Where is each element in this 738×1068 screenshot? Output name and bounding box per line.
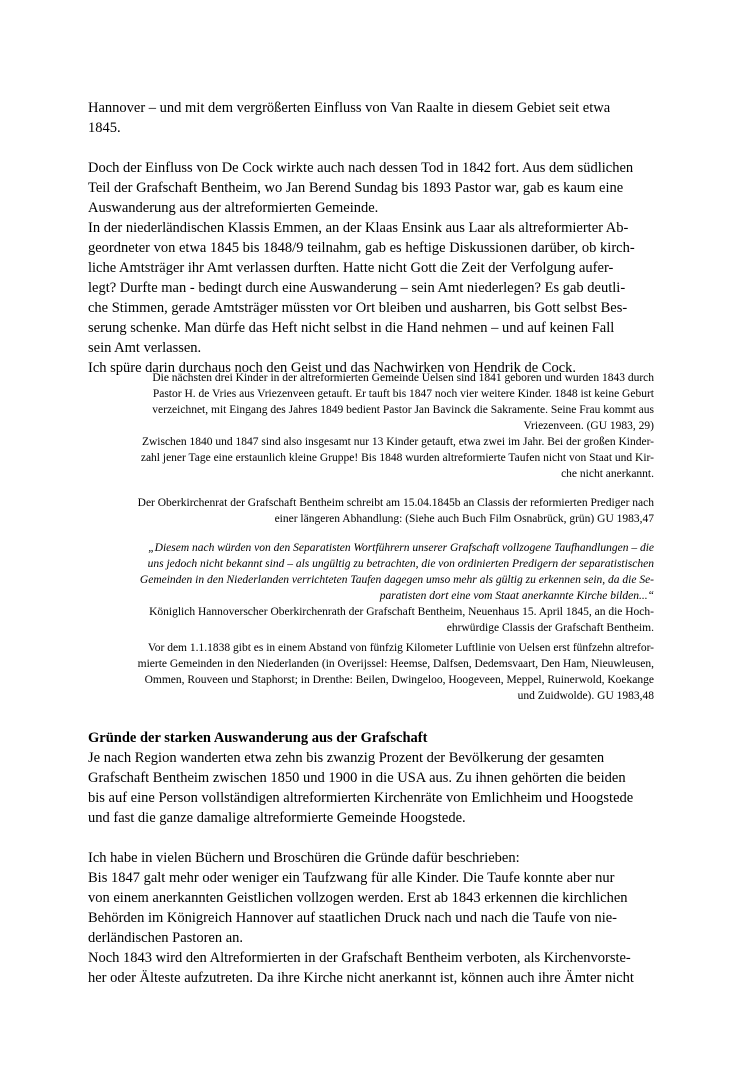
text-line: serung schenke. Man dürfe das Heft nicht selbst in die Hand nehmen – und auf keinen Fall bbox=[88, 320, 615, 336]
text-line: Auswanderung aus der altreformierten Gemeinde. bbox=[88, 200, 379, 216]
text-line: sein Amt verlassen. bbox=[88, 340, 202, 356]
text-line: geordneter von etwa 1845 bis 1848/9 teilnahm, gab es heftige Diskussionen darüber, ob kirch- bbox=[88, 240, 635, 256]
note-block bbox=[96, 640, 654, 704]
text-line: derländischen Pastoren an. bbox=[88, 930, 244, 946]
text-line: legt? Durfte man - bedingt durch eine Auswanderung – sein Amt niederlegen? Es gab deutli- bbox=[88, 280, 626, 296]
intro-block bbox=[88, 98, 655, 378]
section-block bbox=[88, 728, 655, 988]
text-line: Noch 1843 wird den Altreformierten in der Grafschaft Bentheim verboten, als Kirchenvorste- bbox=[88, 950, 631, 966]
text-line: bis auf eine Person vollständigen altreformierten Kirchenräte von Emlichheim und Hoogstede bbox=[88, 790, 634, 806]
text-line: Hannover – und mit dem vergrößerten Einfluss von Van Raalte in diesem Gebiet seit etwa bbox=[88, 100, 611, 116]
note-line: Ommen, Rouveen und Staphorst; in Drenthe: Beilen, Dwingeloo, Hoogeveen, Meppel, Ruinerwold, Koekange bbox=[144, 674, 654, 686]
note-line: verzeichnet, mit Eingang des Jahres 1849 bedient Pastor Jan Bavinck die Sakramente. Seine Frau kommt aus bbox=[152, 404, 654, 416]
note-line: zahl jener Tage eine erstaunlich kleine Gruppe! Bis 1848 wurden altreformierte Taufen nicht von Staat und Kir- bbox=[140, 452, 654, 464]
text-line: Je nach Region wanderten etwa zehn bis zwanzig Prozent der Bevölkerung der gesamten bbox=[88, 750, 605, 766]
text-line: Doch der Einfluss von De Cock wirkte auch nach dessen Tod in 1842 fort. Aus dem südlichen bbox=[88, 160, 634, 176]
quote-attribution: ehrwürdige Classis der Grafschaft Bentheim. bbox=[446, 622, 654, 634]
note-line: Der Oberkirchenrat der Grafschaft Bentheim schreibt am 15.04.1845b an Classis der reformierten Prediger nach bbox=[137, 497, 654, 509]
note-line: und Zuidwolde). GU 1983,48 bbox=[517, 690, 654, 702]
text-line: che Stimmen, gerade Amtsträger müssten vor Ort bleiben und ausharren, bis Gott selbst Bes- bbox=[88, 300, 628, 316]
note-line: einer längeren Abhandlung: (Siehe auch Buch Film Osnabrück, grün) GU 1983,47 bbox=[274, 513, 654, 525]
note-line: Vriezenveen. (GU 1983, 29) bbox=[523, 420, 654, 432]
quote-line: Gemeinden in den Niederlanden verrichteten Taufen dagegen umso mehr als gültig zu erkennen sein, da die Se- bbox=[139, 574, 654, 586]
quote-line: „Diesem nach würden von den Separatisten Wortführern unserer Grafschaft vollzogene Taufhandlungen – die bbox=[148, 542, 654, 554]
note-line: Pastor H. de Vries aus Vriezenveen getauft. Er tauft bis 1847 noch vier weitere Kinder. 1848 ist keine Geburt bbox=[152, 388, 654, 400]
text-line: Behörden im Königreich Hannover auf staatlichen Druck nach und nach die Taufe von nie- bbox=[88, 910, 617, 926]
text-line: und fast die ganze damalige altreformierte Gemeinde Hoogstede. bbox=[88, 810, 466, 826]
quote-line: paratisten dort eine vom Staat anerkannte Kirche bilden...“ bbox=[379, 590, 654, 602]
text-line: In der niederländischen Klassis Emmen, an der Klaas Ensink aus Laar als altreformierter Ab- bbox=[88, 220, 629, 236]
note-line: Vor dem 1.1.1838 gibt es in einem Abstand von fünfzig Kilometer Luftlinie von Uelsen erst fünfzehn altrefor- bbox=[147, 642, 654, 654]
text-line: Bis 1847 galt mehr oder weniger ein Taufzwang für alle Kinder. Die Taufe konnte aber nur bbox=[88, 870, 615, 886]
text-line: Ich habe in vielen Büchern und Broschüren die Gründe dafür beschrieben: bbox=[88, 850, 520, 866]
section-heading: Gründe der starken Auswanderung aus der Grafschaft bbox=[88, 730, 428, 746]
text-line: Ich spüre darin durchaus noch den Geist und das Nachwirken von Hendrik de Cock. bbox=[88, 360, 577, 376]
text-line: Grafschaft Bentheim zwischen 1850 und 1900 in die USA aus. Zu ihnen gehörten die beiden bbox=[88, 770, 626, 786]
quote-line: uns jedoch nicht bekannt sind – als ungültig zu betrachten, die von ordinierten Predigern der separatistischen bbox=[147, 558, 654, 570]
note-line: mierte Gemeinden in den Niederlanden (in Overijssel: Heemse, Dalfsen, Dedemsvaart, Den Ham, Nieuwleusen, bbox=[137, 658, 654, 670]
note-block bbox=[96, 370, 654, 636]
note-line: che nicht anerkannt. bbox=[561, 468, 654, 480]
note-line: Zwischen 1840 und 1847 sind also insgesamt nur 13 Kinder getauft, etwa zwei im Jahr. Bei der großen Kinder- bbox=[141, 436, 654, 448]
text-line: Teil der Grafschaft Bentheim, wo Jan Berend Sundag bis 1893 Pastor war, gab es kaum eine bbox=[88, 180, 624, 196]
text-line: 1845. bbox=[88, 120, 121, 136]
note-line: Die nächsten drei Kinder in der altreformierten Gemeinde Uelsen sind 1841 geboren und wurden 1843 durch bbox=[152, 372, 654, 384]
text-line: liche Amtsträger ihr Amt verlassen durften. Hatte nicht Gott die Zeit der Verfolgung aufer- bbox=[88, 260, 614, 276]
text-line: her oder Älteste aufzutreten. Da ihre Kirche nicht anerkannt ist, können auch ihre Ämter nicht bbox=[88, 970, 634, 986]
quote-attribution: Königlich Hannoverscher Oberkirchenrath der Grafschaft Bentheim, Neuenhaus 15. April 1845, an die Hoch- bbox=[149, 606, 654, 618]
text-line: von einem anerkannten Geistlichen vollzogen werden. Erst ab 1843 erkennen die kirchlichen bbox=[88, 890, 628, 906]
